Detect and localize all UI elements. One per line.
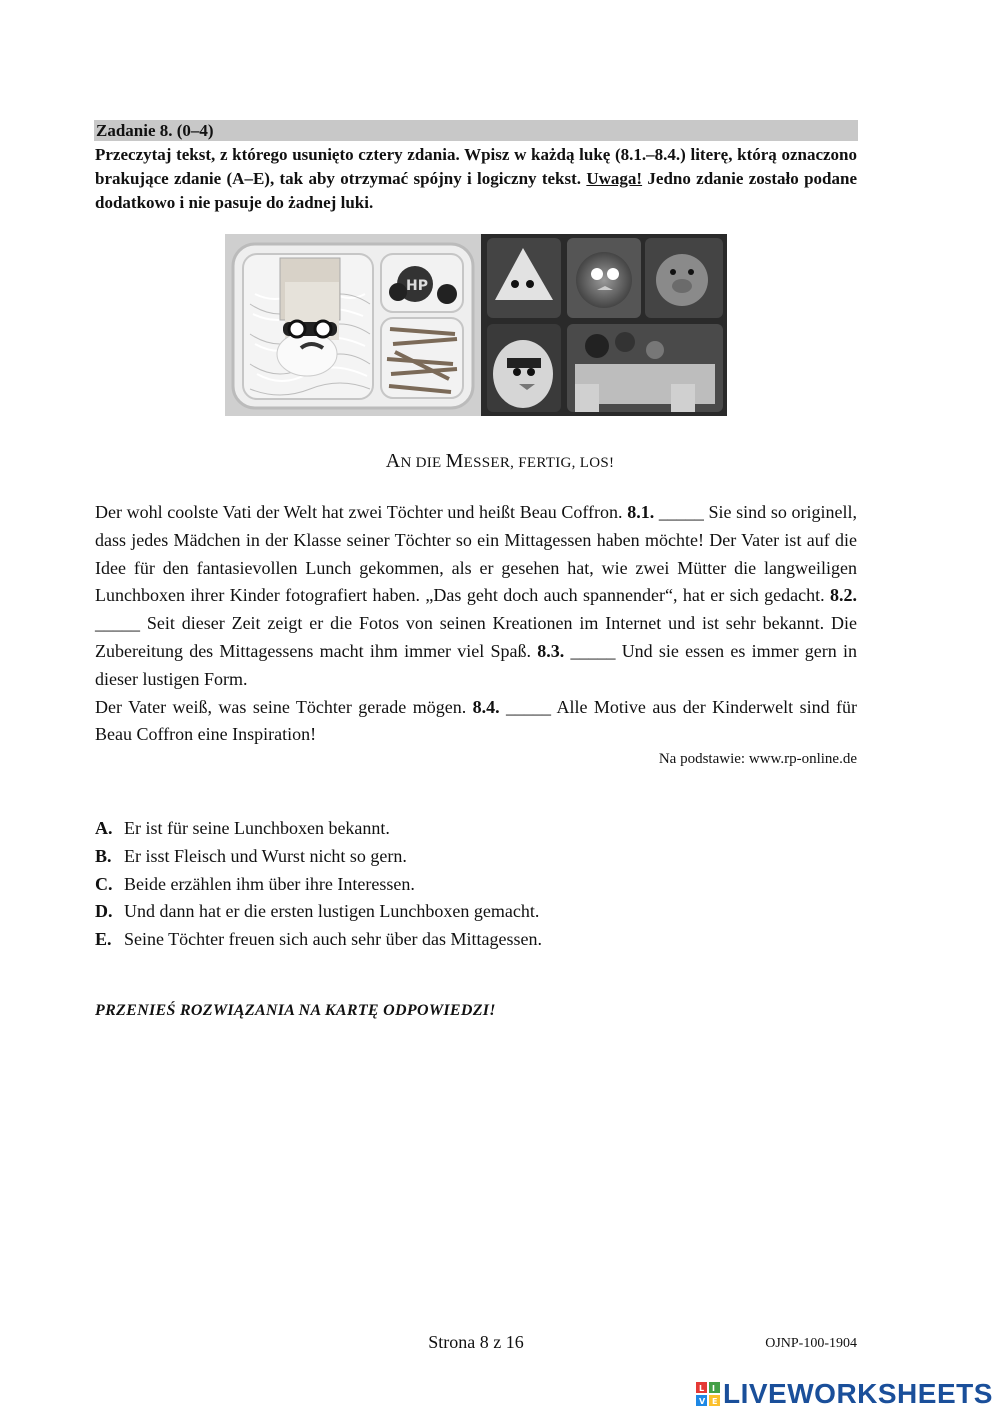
options-list xyxy=(95,815,855,954)
option-label: B. xyxy=(95,845,112,866)
paragraph-text: _____ Alle Motive aus der Kinderwelt sind für Beau Coffron eine Inspiration! xyxy=(95,696,857,745)
title-part: N DIE xyxy=(400,455,446,471)
option-text: Und dann hat er die ersten lustigen Lunchboxen gemacht. xyxy=(124,901,540,922)
instruction-main: Przeczytaj tekst, z którego usunięto cztery zdania. Wpisz w każdą lukę (8.1.–8.4.) literę, którą oznaczono brakujące zdanie (A–E), tak aby otrzymać spójny i logiczny tekst. xyxy=(95,145,857,188)
svg-text:HP: HP xyxy=(406,278,428,294)
option-text: Er isst Fleisch und Wurst nicht so gern. xyxy=(124,845,407,866)
task-header: Zadanie 8. (0–4) xyxy=(94,120,858,141)
paragraph-text: _____ Und sie essen es immer gern in dieser lustigen Form. xyxy=(95,640,857,689)
option-text: Beide erzählen ihm über ihre Interessen. xyxy=(124,873,415,894)
article-paragraph xyxy=(95,499,857,694)
title-part: M xyxy=(445,450,464,472)
instruction-note: Jedno zdanie zostało podane dodatkowo i nie pasuje do żadnej luki. xyxy=(95,169,857,212)
logo-letter: I xyxy=(712,1384,715,1393)
logo-letter: L xyxy=(699,1384,705,1393)
logo-letter: E xyxy=(712,1397,718,1406)
liveworksheets-logo-icon xyxy=(696,1382,720,1406)
task-instruction xyxy=(95,143,857,215)
paragraph-text: _____ Sie sind so originell, dass jedes Mädchen in der Klasse seiner Töchter so ein Mittagessen haben möchte! Der Vater ist auf die Idee für den fantasievollen Lunch gekommen, als er gesehen hat, wie zwei Mütter die langweiligen Lunchboxen ihrer Kinder fotografiert haben. „Das geht doch auch spannender“, hat er sich gedacht. xyxy=(95,502,857,606)
option-text: Seine Töchter freuen sich auch sehr über das Mittagessen. xyxy=(124,929,543,950)
title-part: A xyxy=(385,450,401,472)
option-label: D. xyxy=(95,901,113,922)
paragraph-text: Der wohl coolste Vati der Welt hat zwei Töchter und heißt Beau Coffron. xyxy=(95,502,628,522)
instruction-note-label: Uwaga! xyxy=(586,169,643,188)
option-d xyxy=(95,898,855,926)
option-label: A. xyxy=(95,818,113,838)
article-paragraph xyxy=(95,694,857,750)
option-c xyxy=(95,871,855,899)
option-b xyxy=(95,843,855,871)
lunchbox-photo xyxy=(225,234,727,416)
article-title xyxy=(0,450,1000,473)
option-label: E. xyxy=(95,929,112,950)
option-text: Er ist für seine Lunchboxen bekannt. xyxy=(124,818,390,838)
title-part: ESSER, FERTIG, LOS! xyxy=(463,455,615,471)
gap-number: 8.3. xyxy=(537,640,565,661)
paragraph-text: Der Vater weiß, was seine Töchter gerade mögen. xyxy=(95,696,473,717)
gap-number: 8.1. xyxy=(627,502,655,522)
paragraph-text: _____ Seit dieser Zeit zeigt er die Fotos von seinen Kreationen im Internet und ist sehr bekannt. Die Zubereitung des Mittagessens macht ihm immer viel Spaß. xyxy=(95,613,857,661)
transfer-note: PRZENIEŚ ROZWIĄZANIA NA KARTĘ ODPOWIEDZI! xyxy=(95,1002,496,1019)
option-label: C. xyxy=(95,873,113,894)
gap-number: 8.4. xyxy=(472,696,500,717)
article-source: Na podstawie: www.rp-online.de xyxy=(658,751,857,767)
option-a xyxy=(95,815,855,843)
option-e xyxy=(95,926,855,954)
page-number: Strona 8 z 16 xyxy=(428,1332,524,1352)
exam-code: OJNP-100-1904 xyxy=(765,1336,857,1351)
liveworksheets-brand[interactable] xyxy=(696,1378,993,1410)
article-body xyxy=(95,499,857,749)
gap-number: 8.2. xyxy=(830,585,857,606)
logo-letter: V xyxy=(699,1397,706,1406)
brand-name: LIVEWORKSHEETS xyxy=(723,1378,993,1409)
